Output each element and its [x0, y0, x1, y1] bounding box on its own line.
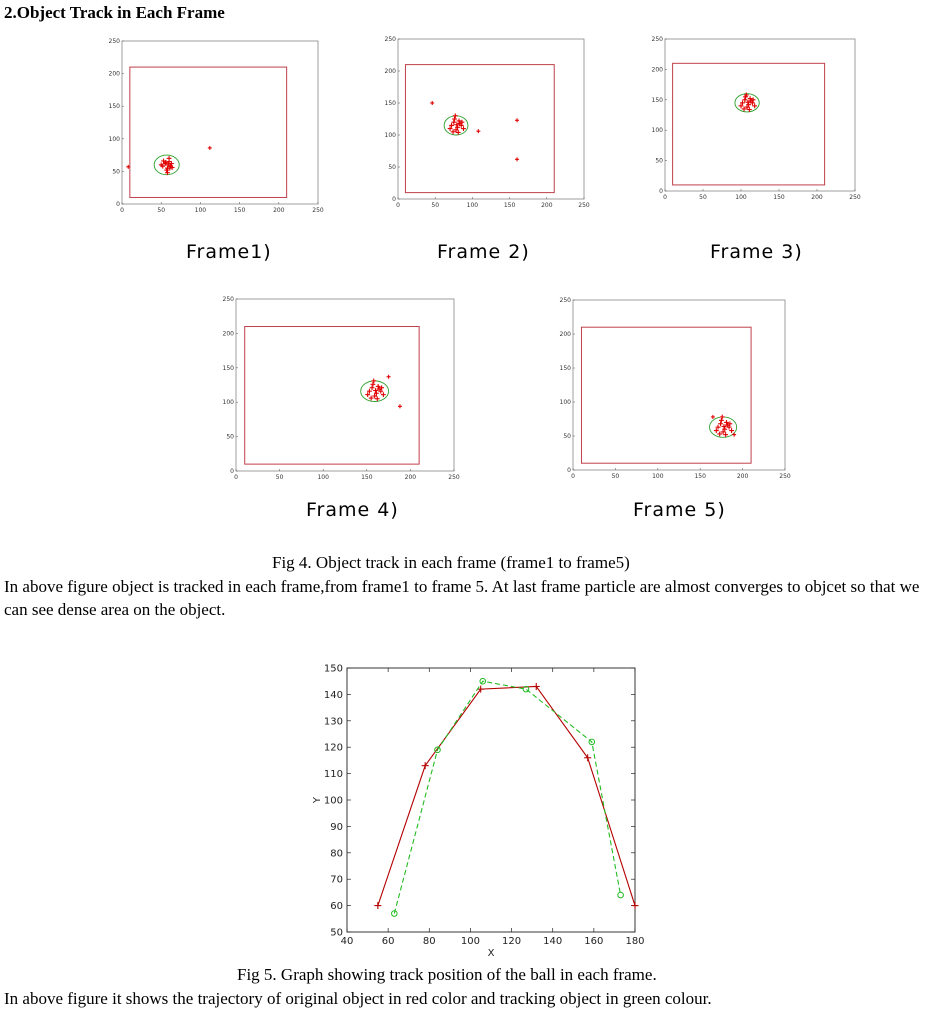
y-tick-label: 80 [330, 848, 343, 860]
y-tick-label: 100 [559, 399, 571, 406]
y-tick-label: 60 [330, 901, 343, 913]
x-tick-label: 140 [543, 936, 563, 947]
y-tick-label: 120 [323, 742, 343, 754]
particle-marker [719, 418, 724, 423]
series-marker-2 [618, 892, 624, 898]
x-tick-label: 250 [849, 194, 861, 201]
frame-plot-svg [648, 34, 862, 204]
chart-axes-box [347, 668, 635, 932]
y-tick-label: 150 [384, 100, 396, 107]
frame-label-5: Frame 5) [633, 499, 726, 521]
x-tick-label: 150 [361, 474, 373, 481]
y-tick-label: 0 [230, 468, 234, 475]
x-tick-label: 150 [773, 194, 785, 201]
particle-marker [452, 117, 457, 122]
y-tick-label: 50 [388, 164, 396, 171]
x-tick-label: 0 [396, 202, 400, 209]
particle-marker [742, 97, 747, 102]
particle-marker [208, 146, 212, 150]
x-tick-label: 250 [448, 474, 460, 481]
y-tick-label: 90 [330, 821, 343, 833]
frame-plot-svg [216, 294, 462, 488]
x-tick-label: 150 [233, 207, 246, 214]
particle-marker [515, 157, 519, 161]
particle-marker [720, 415, 725, 420]
frame-plot-svg [104, 36, 328, 214]
y-tick-label: 70 [330, 874, 343, 886]
x-tick-label: 250 [312, 207, 324, 214]
x-tick-label: 50 [275, 474, 284, 481]
x-tick-label: 100 [735, 194, 747, 201]
y-tick-label: 0 [659, 188, 663, 195]
particle-marker [398, 404, 402, 408]
particle-marker [453, 113, 458, 118]
x-tick-label: 50 [699, 194, 707, 201]
particle-marker [732, 433, 736, 437]
axes-box [665, 39, 855, 191]
frame-plot-3 [648, 34, 862, 204]
axes-box [398, 39, 584, 199]
y-tick-label: 150 [559, 365, 571, 372]
y-tick-label: 50 [655, 157, 663, 165]
x-tick-label: 0 [120, 207, 124, 214]
particle-marker [752, 103, 757, 108]
particle-marker [461, 126, 466, 131]
y-tick-label: 150 [323, 663, 343, 675]
frame-plot-2 [380, 34, 594, 210]
region-rectangle [245, 327, 419, 465]
y-tick-label: 150 [108, 103, 120, 111]
x-tick-label: 100 [652, 473, 664, 480]
x-tick-label: 40 [340, 936, 354, 947]
y-tick-label: 200 [222, 330, 234, 338]
y-tick-label: 0 [392, 196, 396, 203]
section-heading: 2.Object Track in Each Frame [4, 3, 225, 22]
y-tick-label: 0 [116, 201, 120, 208]
y-tick-label: 50 [563, 433, 571, 440]
y-tick-label: 150 [222, 364, 234, 372]
fig4-caption: Fig 4. Object track in each frame (frame1 to frame5) [272, 553, 630, 572]
x-tick-label: 50 [431, 202, 440, 209]
y-tick-label: 140 [323, 689, 343, 701]
x-tick-label: 250 [779, 473, 791, 480]
x-tick-label: 0 [571, 473, 575, 480]
particle-marker [718, 421, 723, 426]
y-tick-label: 110 [323, 769, 343, 781]
x-tick-label: 200 [736, 473, 749, 480]
x-tick-label: 200 [273, 207, 285, 214]
x-tick-label: 0 [663, 194, 667, 201]
series-marker-1 [632, 902, 639, 909]
x-tick-label: 60 [381, 936, 395, 947]
x-tick-label: 200 [541, 202, 553, 209]
y-tick-label: 250 [384, 36, 396, 43]
frame-plot-1 [104, 36, 328, 214]
particle-marker [370, 385, 375, 390]
particle-marker [729, 428, 734, 433]
particle-marker [515, 118, 519, 122]
frame-plot-4 [216, 294, 462, 488]
y-tick-label: 250 [108, 38, 120, 45]
frame-plot-svg [541, 294, 795, 486]
particle-marker [476, 129, 480, 133]
particle-marker [723, 432, 728, 437]
y-tick-label: 100 [651, 127, 663, 135]
y-axis-label: Y [312, 796, 323, 804]
x-tick-label: 250 [578, 202, 590, 209]
x-tick-label: 100 [466, 202, 479, 209]
frame-label-1: Frame1) [186, 241, 272, 263]
frame-label-3: Frame 3) [710, 241, 803, 263]
y-tick-label: 100 [323, 795, 343, 807]
y-tick-label: 150 [651, 96, 663, 104]
region-rectangle [581, 327, 751, 463]
x-tick-label: 100 [194, 207, 207, 214]
x-tick-label: 0 [234, 474, 238, 481]
x-axis-label: X [487, 948, 495, 959]
x-tick-label: 50 [157, 207, 166, 214]
particle-marker [451, 120, 456, 125]
region-rectangle [673, 63, 825, 185]
y-tick-label: 50 [112, 168, 120, 176]
y-tick-label: 250 [651, 36, 663, 43]
x-tick-label: 50 [611, 473, 620, 480]
y-tick-label: 0 [567, 467, 571, 474]
x-tick-label: 80 [422, 936, 436, 947]
axes-box [236, 299, 454, 471]
y-tick-label: 100 [222, 399, 234, 407]
particle-marker [371, 382, 376, 387]
y-tick-label: 200 [108, 70, 120, 78]
x-tick-label: 150 [503, 202, 516, 209]
y-tick-label: 50 [226, 433, 234, 441]
paragraph-2: In above figure it shows the trajectory of original object in red color and tracking object in green colour. [4, 989, 712, 1008]
y-tick-label: 200 [651, 66, 663, 74]
particle-marker [711, 415, 715, 419]
particle-marker [371, 378, 376, 383]
series-marker-1 [533, 683, 540, 690]
x-tick-label: 150 [694, 473, 706, 480]
x-tick-label: 200 [811, 194, 823, 201]
axes-box [573, 300, 785, 470]
x-tick-label: 100 [460, 936, 480, 947]
region-rectangle [405, 65, 554, 193]
region-rectangle [130, 67, 287, 197]
frame-label-4: Frame 4) [306, 499, 399, 521]
frame-plot-5 [541, 294, 795, 486]
fig5-caption: Fig 5. Graph showing track position of the ball in each frame. [237, 965, 657, 984]
y-tick-label: 200 [559, 331, 571, 338]
particle-marker [430, 101, 434, 105]
x-tick-label: 180 [625, 936, 645, 947]
particle-marker [387, 375, 391, 379]
y-tick-label: 100 [108, 135, 120, 143]
y-tick-label: 250 [559, 297, 571, 304]
frame-plot-svg [380, 34, 594, 210]
paragraph-1: In above figure object is tracked in each frame,from frame1 to frame 5. At last frame particle are almost converges to objcet so that we can see dense area on the object. [4, 577, 920, 619]
y-tick-label: 250 [222, 296, 234, 303]
particle-marker [375, 396, 380, 401]
particle-marker [167, 156, 172, 161]
series-line-2 [394, 681, 620, 913]
y-tick-label: 50 [330, 927, 343, 939]
y-tick-label: 200 [384, 68, 396, 75]
y-tick-label: 130 [323, 716, 343, 728]
frame-label-2: Frame 2) [437, 241, 530, 263]
x-tick-label: 120 [502, 936, 522, 947]
trajectory-chart [310, 660, 645, 960]
particle-marker [381, 392, 386, 397]
series-marker-1 [374, 902, 381, 909]
x-tick-label: 100 [317, 474, 329, 481]
series-line-1 [378, 686, 635, 905]
axes-box [122, 41, 318, 204]
y-tick-label: 100 [384, 132, 396, 139]
x-tick-label: 160 [584, 936, 604, 947]
x-tick-label: 200 [404, 474, 417, 481]
series-marker-1 [584, 754, 591, 761]
